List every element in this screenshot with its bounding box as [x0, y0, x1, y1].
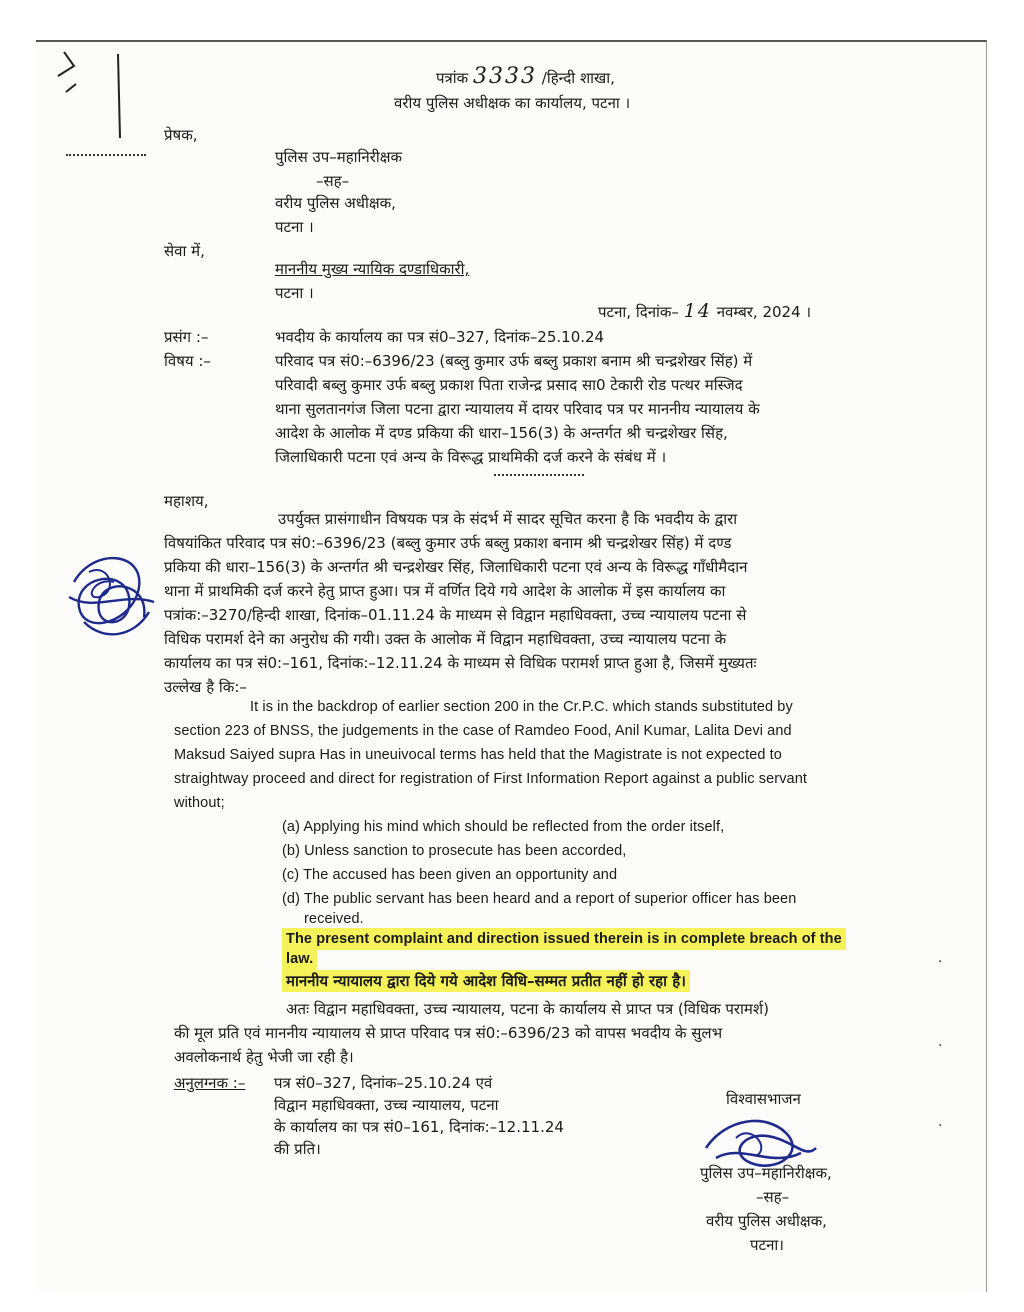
sender-line: वरीय पुलिस अधीक्षक, [275, 194, 396, 212]
quote-line: section 223 of BNSS, the judgements in the case of Ramdeo Food, Anil Kumar, Lalita Devi and [174, 723, 792, 739]
signatory-line: पुलिस उप–महानिरीक्षक, [700, 1164, 832, 1182]
enclosure-line: विद्वान महाधिवक्ता, उच्च न्यायालय, पटना [274, 1096, 499, 1114]
sender-line: पुलिस उप–महानिरीक्षक [275, 148, 403, 166]
enclosure-line: के कार्यालय का पत्र सं0–161, दिनांक:–12.11.24 [274, 1118, 564, 1136]
reference-text: भवदीय के कार्यालय का पत्र सं0–327, दिनांक–25.10.24 [275, 328, 605, 346]
sender-label: प्रेषक, [164, 126, 198, 144]
separator-dots [494, 474, 584, 476]
date-place: पटना, [598, 303, 632, 321]
body-line: कार्यालय का पत्र सं0:–161, दिनांक:–12.11.24 के माध्यम से विधिक परामर्श प्राप्त हुआ है, जिसमें मुख्यतः [164, 654, 757, 672]
subject-line: आदेश के आलोक में दण्ड प्रकिया की धारा–156(3) के अन्तर्गत श्री चन्द्रशेखर सिंह, [275, 424, 728, 442]
date-day: 14 [683, 300, 712, 322]
reference-label: प्रसंग :– [164, 328, 209, 346]
office-name: वरीय पुलिस अधीक्षक का कार्यालय, पटना । [394, 94, 631, 112]
margin-pen-marks [46, 46, 166, 146]
closing-line: अतः विद्वान महाधिवक्ता, उच्च न्यायालय, पटना के कार्यालय से प्राप्त पत्र (विधिक परामर्श) [286, 1000, 769, 1018]
branch-name: /हिन्दी शाखा, [541, 69, 615, 87]
closing-line: अवलोकनार्थ हेतु भेजी जा रही है। [174, 1048, 354, 1066]
body-line: थाना में प्राथमिकी दर्ज करने हेतु प्राप्त हुआ। पत्र में वर्णित दिये गये आदेश के आलोक में इस कार्यालय का [164, 582, 726, 600]
condition-item: (d) The public servant has been heard and a report of superior officer has been [282, 891, 797, 907]
subject-line: परिवादी बब्लु कुमार उर्फ बब्लु प्रकाश पिता राजेन्द्र प्रसाद सा0 टेकारी रोड पत्थर मस्जिद [275, 376, 743, 394]
date-line [598, 300, 811, 323]
signatory-line: पटना। [750, 1236, 784, 1254]
body-line: उपर्युक्त प्रासंगाधीन विषयक पत्र के संदर्भ में सादर सूचित करना है कि भवदीय के द्वारा [278, 510, 738, 528]
margin-mark: · [938, 954, 943, 970]
enclosure-label: अनुलग्नक :– [174, 1074, 246, 1092]
condition-item: (c) The accused has been given an opportunity and [282, 867, 618, 883]
condition-item: (b) Unless sanction to prosecute has been accorded, [282, 843, 627, 859]
recipient-line: माननीय मुख्य न्यायिक दण्डाधिकारी, [275, 260, 470, 278]
quote-line: It is in the backdrop of earlier section 200 in the Cr.P.C. which stands substituted by [250, 699, 793, 715]
letter-number-line [436, 66, 615, 89]
body-line: प्रकिया की धारा–156(3) के अन्तर्गत श्री चन्द्रशेखर सिंह, जिलाधिकारी पटना एवं अन्य के विरूद्ध गाँधीमैदान [164, 558, 748, 576]
subject-line: थाना सुलतानगंज जिला पटना द्वारा न्यायालय में दायर परिवाद पत्र पर माननीय न्यायालय के [275, 400, 760, 418]
body-line: उल्लेख है कि:– [164, 678, 247, 696]
quote-line: straightway proceed and direct for registration of First Information Report against a public servant [174, 771, 807, 787]
condition-item: received. [304, 911, 364, 927]
closing-line: की मूल प्रति एवं माननीय न्यायालय से प्राप्त परिवाद पत्र सं0:–6396/23 को वापस भवदीय के सुलभ [174, 1024, 723, 1042]
highlighted-conclusion: law. [282, 948, 317, 970]
body-line: विधिक परामर्श देने का अनुरोध की गयी। उक्त के आलोक में विद्वान महाधिवक्ता, उच्च न्यायालय पटना के [164, 630, 727, 648]
letter-number-label: पत्रांक [436, 69, 469, 87]
margin-dashes [66, 154, 146, 156]
condition-item: (a) Applying his mind which should be reflected from the order itself, [282, 819, 725, 835]
quote-line: without; [174, 795, 225, 811]
enclosure-line: पत्र सं0–327, दिनांक–25.10.24 एवं [274, 1074, 493, 1092]
margin-mark: · [938, 1038, 943, 1054]
salutation: महाशय, [164, 492, 209, 510]
signatory-line: –सह– [756, 1188, 790, 1206]
enclosure-line: की प्रति। [274, 1140, 321, 1158]
letter-number: 3333 [473, 64, 537, 89]
body-line: पत्रांक:–3270/हिन्दी शाखा, दिनांक–01.11.24 के माध्यम से विद्वान महाधिवक्ता, उच्च न्यायालय पटना से [164, 606, 747, 624]
subject-line: परिवाद पत्र सं0:–6396/23 (बब्लु कुमार उर्फ बब्लु प्रकाश बनाम श्री चन्द्रशेखर सिंह) में [275, 352, 753, 370]
highlighted-conclusion: The present complaint and direction issued therein is in complete breach of the [282, 928, 846, 950]
highlighted-hindi-conclusion: माननीय न्यायालय द्वारा दिये गये आदेश विधि–सम्मत प्रतीत नहीं हो रहा है। [282, 970, 690, 992]
margin-mark: · [938, 1118, 943, 1134]
signatory-line: वरीय पुलिस अधीक्षक, [706, 1212, 827, 1230]
yours-faithfully: विश्वासभाजन [726, 1090, 801, 1108]
body-line: विषयांकित परिवाद पत्र सं0:–6396/23 (बब्लु कुमार उर्फ बब्लु प्रकाश बनाम श्री चन्द्रशेखर सिंह) में दण्ड [164, 534, 732, 552]
recipient-label: सेवा में, [164, 242, 205, 260]
sender-line: पटना । [275, 218, 314, 236]
date-label: दिनांक– [635, 303, 679, 321]
subject-line: जिलाधिकारी पटना एवं अन्य के विरूद्ध प्राथमिकी दर्ज करने के संबंध में । [275, 448, 667, 466]
quote-line: Maksud Saiyed supra Has in uneuivocal terms has held that the Magistrate is not expected to [174, 747, 782, 763]
subject-label: विषय :– [164, 352, 211, 370]
margin-signature-scribble [54, 542, 164, 652]
sender-line: –सह– [316, 172, 350, 190]
letter-page [36, 40, 987, 1292]
recipient-line: पटना । [275, 284, 314, 302]
date-month-year: नवम्बर, 2024 । [716, 303, 812, 321]
